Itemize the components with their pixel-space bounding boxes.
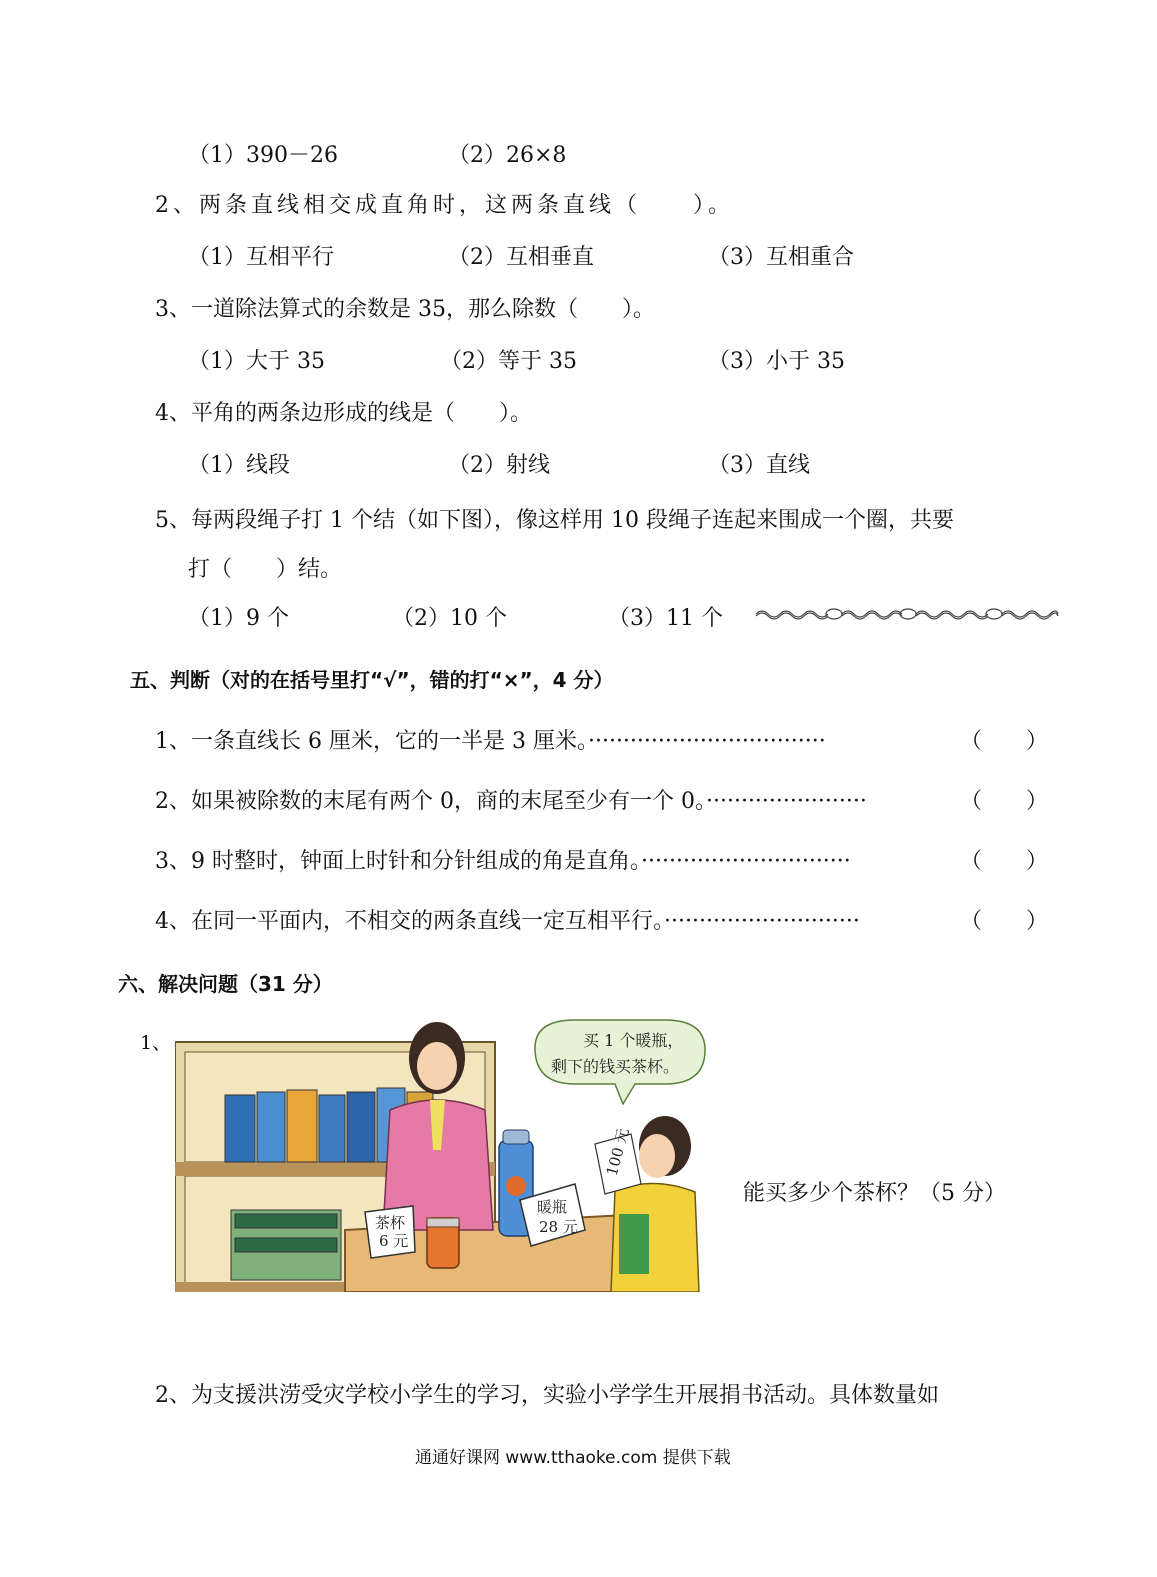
q1-option-2: （2）26×8 (448, 143, 567, 168)
q3-option-3: （3）小于 35 (708, 349, 845, 374)
judge-item-1: 1、一条直线长 6 厘米，它的一半是 3 厘米。·································· (155, 729, 826, 754)
judge-item-3: 3、9 时整时，钟面上时针和分针组成的角是直角。······························ (155, 849, 851, 874)
banknote-label: 100 元 (602, 1126, 633, 1178)
q4-option-2: （2）射线 (448, 453, 550, 478)
judge-answer-paren-1[interactable]: （ ） (960, 729, 1049, 754)
judge-answer-paren-3[interactable]: （ ） (960, 849, 1049, 874)
rope-illustration (752, 602, 1062, 626)
thermos-price-label-name: 暖瓶 (537, 1198, 568, 1216)
q5-option-2: （2）10 个 (392, 606, 507, 631)
q4-option-1: （1）线段 (188, 453, 290, 478)
cup-price-label-price: 6 元 (379, 1232, 409, 1250)
q1-option-1: （1）390－26 (188, 143, 338, 168)
q2-option-1: （1）互相平行 (188, 245, 334, 270)
q5-stem-line1: 5、每两段绳子打 1 个结（如下图），像这样用 10 段绳子连起来围成一个圈，共要 (155, 508, 954, 533)
q5-option-1: （1）9 个 (188, 606, 289, 631)
q2-stem: 2、两条直线相交成直角时，这两条直线（ ）。 (155, 193, 734, 218)
section-6-title: 六、解决问题（31 分） (118, 972, 333, 996)
section-5-title: 五、判断（对的在括号里打“√”，错的打“×”，4 分） (130, 668, 614, 692)
problem-1-number: 1、 (140, 1032, 172, 1054)
thermos-price-label-price: 28 元 (539, 1218, 578, 1236)
q2-option-2: （2）互相垂直 (448, 245, 594, 270)
page-footer: 通通好课网 www.tthaoke.com 提供下载 (415, 1448, 731, 1468)
problem-2-text: 2、为支援洪涝受灾学校小学生的学习，实验小学学生开展捐书活动。具体数量如 (155, 1383, 939, 1408)
q4-stem: 4、平角的两条边形成的线是（ ）。 (155, 401, 532, 426)
q4-option-3: （3）直线 (708, 453, 810, 478)
q5-stem-line2: 打（ ）结。 (188, 557, 343, 582)
speech-bubble-line-2: 剩下的钱买茶杯。 (551, 1057, 680, 1076)
speech-bubble-line-1: 买 1 个暖瓶， (583, 1031, 684, 1050)
q5-option-3: （3）11 个 (608, 606, 723, 631)
judge-item-4: 4、在同一平面内，不相交的两条直线一定互相平行。···························· (155, 909, 860, 934)
cup-price-label-name: 茶杯 (375, 1214, 406, 1232)
judge-answer-paren-2[interactable]: （ ） (960, 789, 1049, 814)
q2-option-3: （3）互相重合 (708, 245, 854, 270)
judge-answer-paren-4[interactable]: （ ） (960, 909, 1049, 934)
q3-stem: 3、一道除法算式的余数是 35，那么除数（ ）。 (155, 297, 655, 322)
q3-option-2: （2）等于 35 (440, 349, 577, 374)
judge-item-2: 2、如果被除数的末尾有两个 0，商的末尾至少有一个 0。······················· (155, 789, 867, 814)
shop-illustration (175, 1000, 715, 1292)
problem-1-question: 能买多少个茶杯？（5 分） (743, 1181, 1006, 1206)
q3-option-1: （1）大于 35 (188, 349, 325, 374)
